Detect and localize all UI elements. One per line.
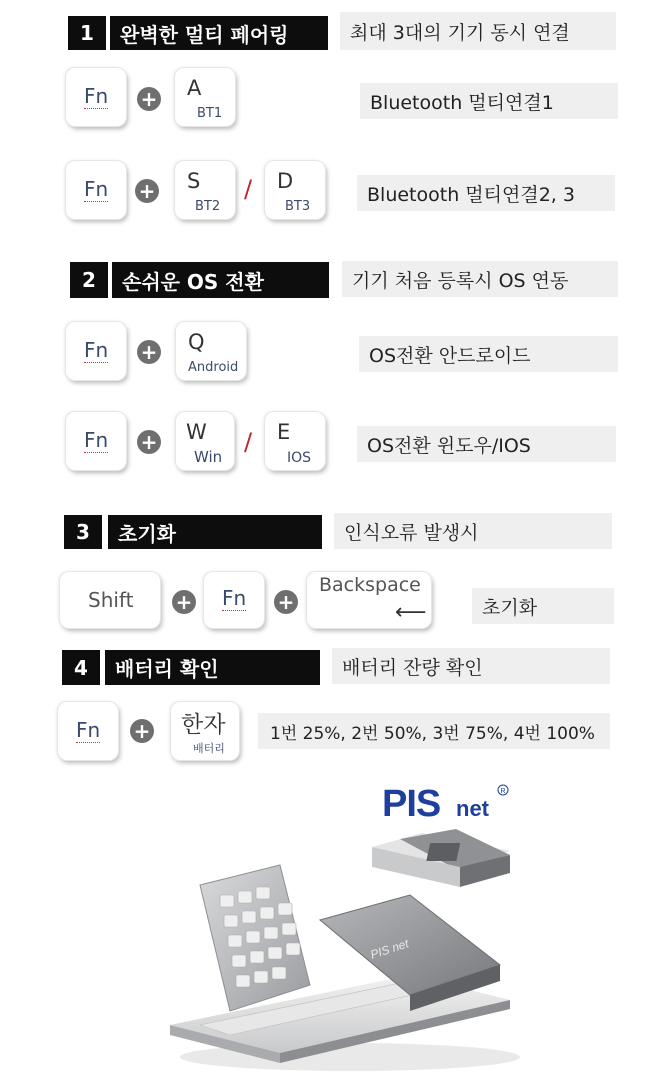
backspace-key-label: Backspace (319, 574, 421, 596)
bt23-description: Bluetooth 멀티연결2, 3 (357, 175, 615, 211)
backspace-arrow-icon: ⟵ (395, 600, 427, 625)
reset-description: 초기화 (472, 588, 614, 624)
section-4-title: 배터리 확인 (105, 650, 320, 685)
svg-text:net: net (456, 796, 489, 821)
s-key-label: S (187, 169, 201, 193)
plus-icon: + (137, 430, 161, 454)
w-key (176, 412, 234, 470)
a-key-label: A (187, 76, 202, 100)
battery-key-sublabel: 배터리 (193, 742, 225, 755)
ios-label: IOS (287, 450, 312, 466)
folded-keyboard-thumbnail (372, 829, 510, 887)
fn-key (204, 572, 264, 628)
slash-separator: / (244, 175, 253, 203)
section-4-number: 4 (62, 650, 100, 685)
hanja-key-label: 한자 (181, 712, 226, 738)
fn-key (66, 68, 126, 126)
slash-separator: / (244, 428, 253, 456)
section-4-description: 배터리 잔량 확인 (332, 648, 610, 684)
fn-key-label: Fn (84, 84, 109, 108)
plus-icon: + (274, 590, 298, 614)
bt1-label: BT1 (197, 106, 223, 121)
fn-key (66, 161, 126, 219)
folding-keyboard-illustration (160, 825, 530, 1075)
plus-icon: + (137, 87, 161, 111)
product-image (160, 825, 530, 1075)
win-ios-description: OS전환 윈도우/IOS (357, 426, 616, 462)
bt2-label: BT2 (195, 199, 221, 214)
fn-key (58, 702, 118, 760)
shift-key-label: Shift (88, 588, 134, 612)
pisnet-logo-graphic (382, 782, 512, 826)
w-key-label: W (186, 420, 207, 444)
q-key (176, 322, 246, 380)
plus-icon: + (135, 179, 159, 203)
section-2-title: 손쉬운 OS 전환 (112, 262, 329, 298)
win-label: Win (194, 448, 223, 466)
hanja-key (171, 702, 239, 760)
section-1-description: 최대 3대의 기기 동시 연결 (340, 12, 616, 50)
android-label: Android (188, 360, 239, 375)
d-key-label: D (277, 169, 294, 193)
section-1-number: 1 (68, 16, 106, 50)
e-key-label: E (277, 420, 291, 444)
fn-key-label: Fn (84, 428, 109, 452)
battery-description: 1번 25%, 2번 50%, 3번 75%, 4번 100% (258, 713, 610, 749)
section-2-number: 2 (70, 262, 108, 298)
plus-icon: + (130, 719, 154, 743)
device-brand-print: PIS net (368, 936, 411, 962)
section-1-title: 완벽한 멀티 페어링 (110, 16, 328, 50)
fn-key-label: Fn (76, 718, 101, 742)
svg-text:R: R (500, 788, 506, 795)
plus-icon: + (137, 340, 161, 364)
bt1-description: Bluetooth 멀티연결1 (360, 83, 618, 119)
shift-key (60, 572, 160, 628)
section-3-description: 인식오류 발생시 (334, 513, 612, 549)
svg-text:PIS: PIS (382, 783, 441, 825)
a-key (175, 68, 235, 126)
fn-key-label: Fn (84, 338, 109, 362)
q-key-label: Q (188, 330, 205, 354)
e-key (265, 412, 325, 470)
backspace-key (307, 572, 431, 628)
s-key (175, 161, 235, 219)
plus-icon: + (172, 590, 196, 614)
section-3-number: 3 (64, 515, 102, 549)
section-3-title: 초기화 (108, 515, 322, 549)
android-description: OS전환 안드로이드 (359, 336, 618, 372)
fn-key (66, 412, 126, 470)
fn-key (66, 322, 126, 380)
bt3-label: BT3 (285, 199, 311, 214)
section-2-description: 기기 처음 등록시 OS 연동 (342, 261, 618, 297)
fn-key-label: Fn (84, 177, 109, 201)
d-key (265, 161, 325, 219)
fn-key-label: Fn (222, 586, 247, 610)
pisnet-logo (382, 782, 512, 826)
